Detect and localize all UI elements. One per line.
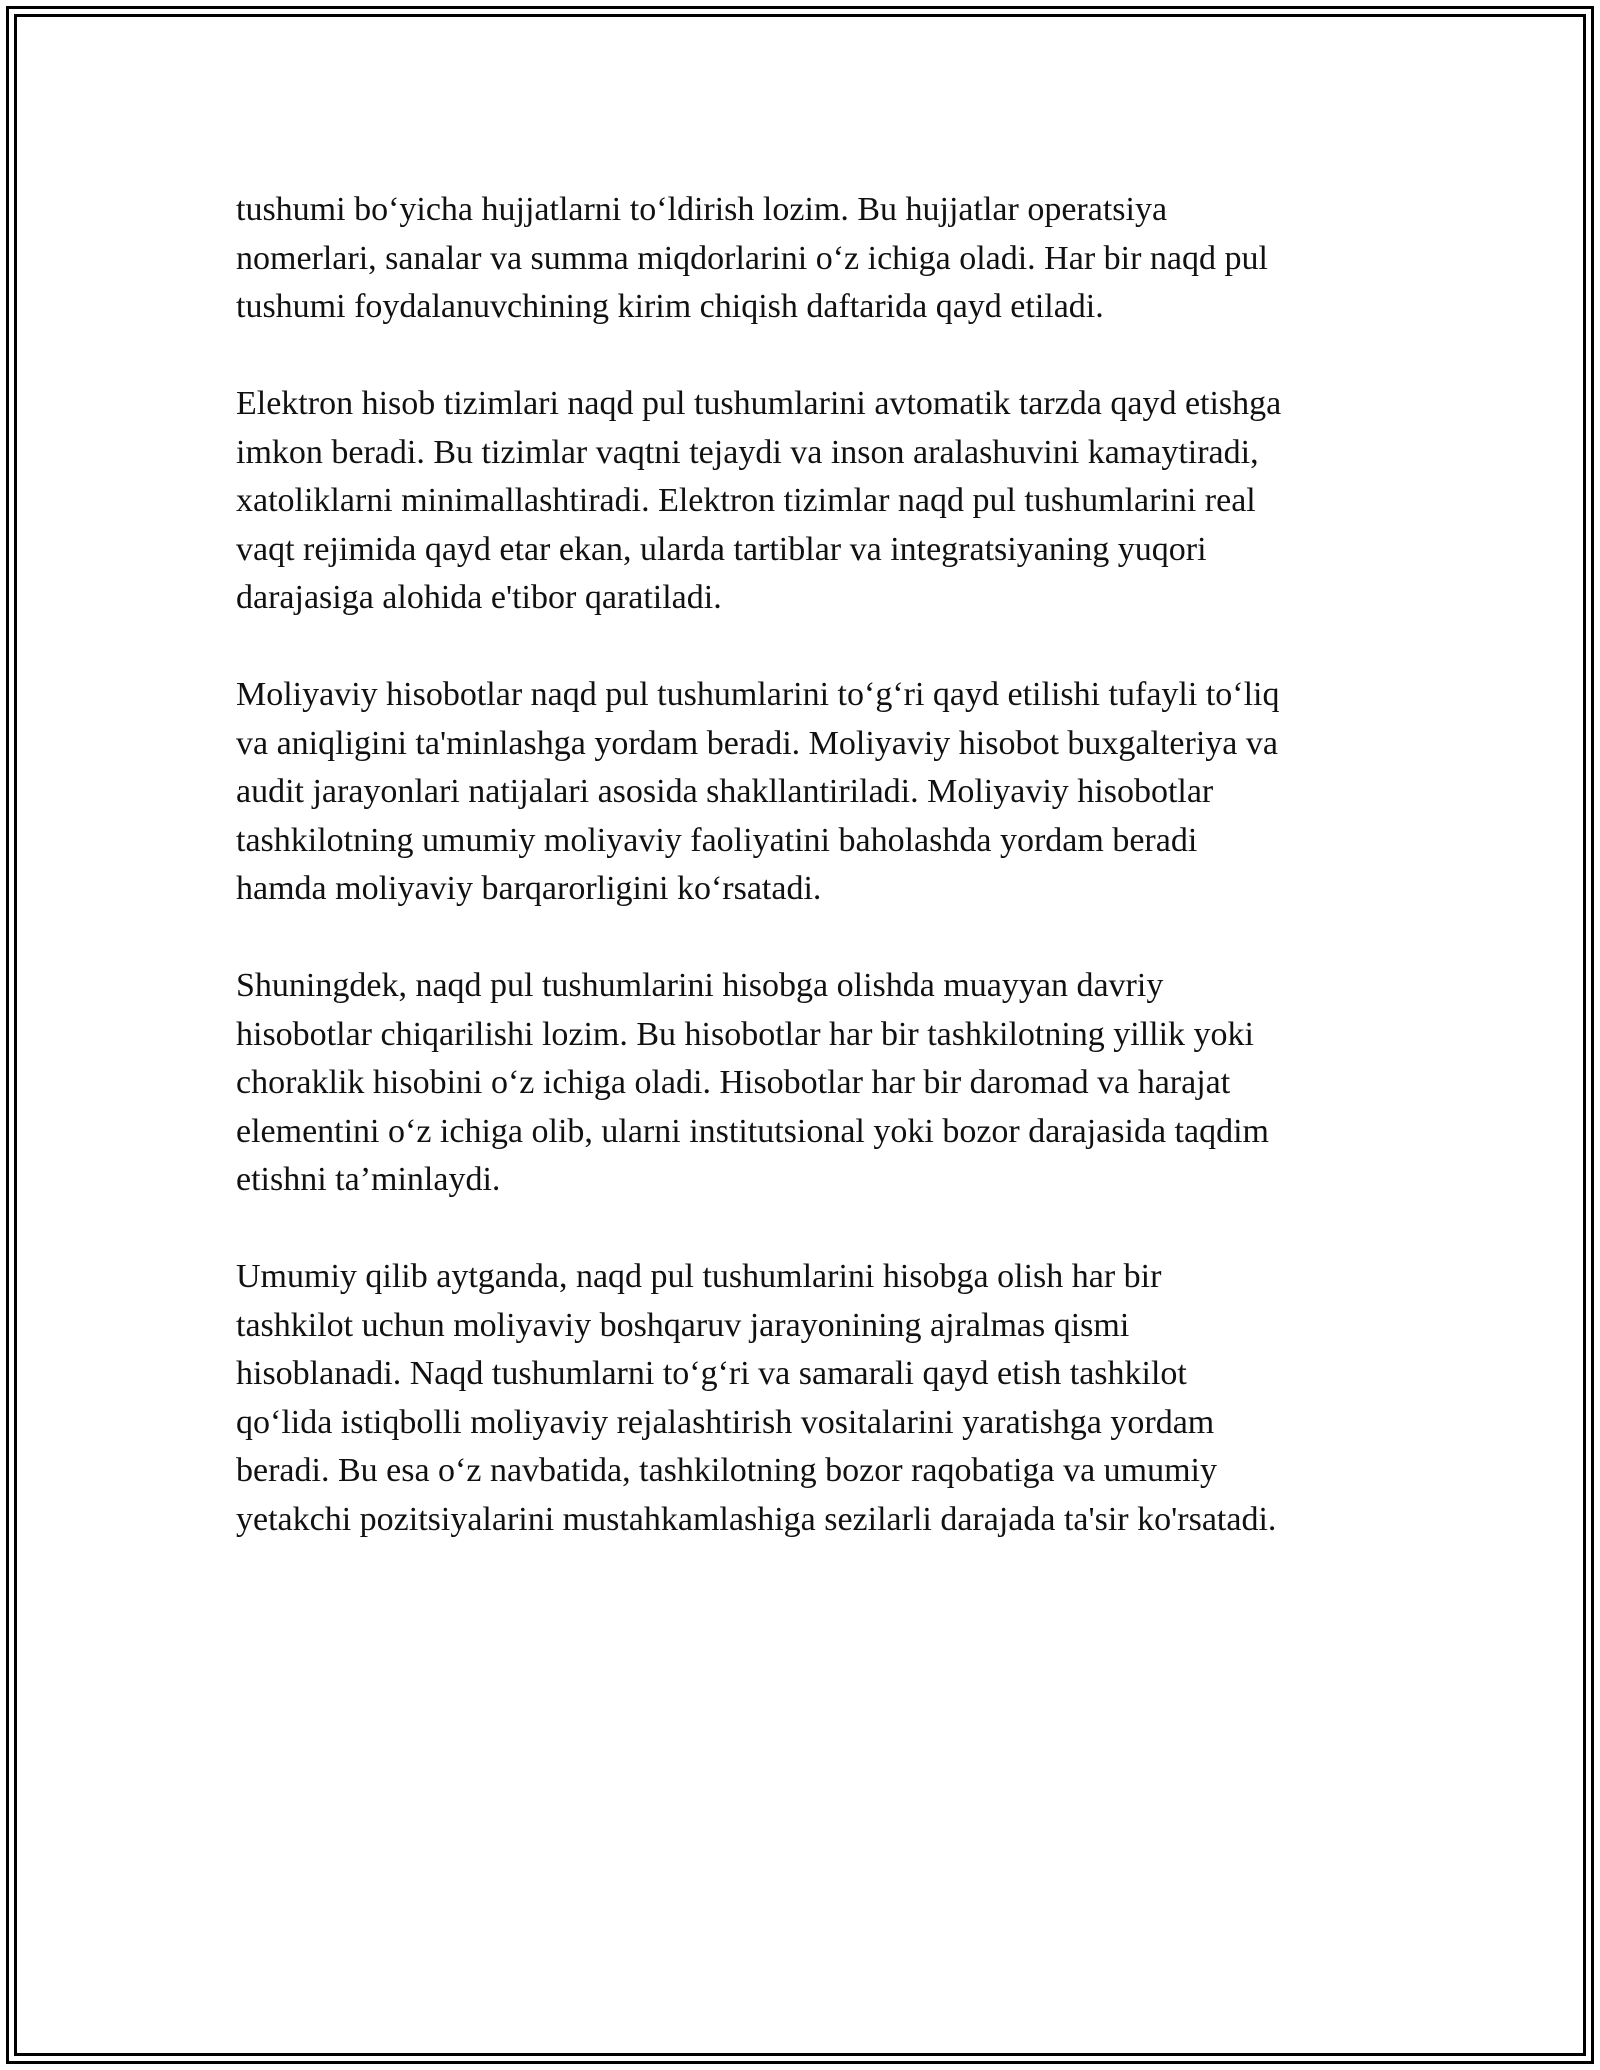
text-line: audit jarayonlari natijalari asosida shakllantiriladi. Moliyaviy hisobotlar [236, 773, 1214, 810]
text-line: etishni ta’minlaydi. [236, 1161, 501, 1198]
text-line: tashkilot uchun moliyaviy boshqaruv jarayonining ajralmas qismi [236, 1306, 1130, 1344]
text-line: hamda moliyaviy barqarorligini ko‘rsatadi. [236, 870, 822, 907]
text-line: nomerlari, sanalar va summa miqdorlarini o‘z ichiga oladi. Har bir naqd pul [236, 239, 1268, 277]
text-line: tushumi bo‘yicha hujjatlarni to‘ldirish lozim. Bu hujjatlar operatsiya [236, 191, 1168, 228]
text-line: vaqt rejimida qayd etar ekan, ularda tartiblar va integratsiyaning yuqori [236, 530, 1207, 568]
paragraph-5 [236, 1253, 1376, 1544]
paragraph-3 [236, 671, 1376, 914]
text-line: yetakchi pozitsiyalarini mustahkamlashiga sezilarli darajada ta'sir ko'rsatadi. [236, 1500, 1277, 1538]
text-line: elementini o‘z ichiga olib, ularni institutsional yoki bozor darajasida taqdim [236, 1112, 1269, 1150]
text-line: tushumi foydalanuvchining kirim chiqish daftarida qayd etiladi. [236, 288, 1104, 325]
document-body [236, 186, 1376, 1593]
text-line: va aniqligini ta'minlashga yordam beradi. Moliyaviy hisobot buxgalteriya va [236, 724, 1278, 762]
text-line: hisoblanadi. Naqd tushumlarni to‘g‘ri va samarali qayd etish tashkilot [236, 1355, 1187, 1392]
text-line: xatoliklarni minimallashtiradi. Elektron tizimlar naqd pul tushumlarini real [236, 482, 1256, 519]
text-line: choraklik hisobini o‘z ichiga oladi. Hisobotlar har bir daromad va harajat [236, 1064, 1231, 1101]
text-line: imkon beradi. Bu tizimlar vaqtni tejaydi va inson aralashuvini kamaytiradi, [236, 433, 1259, 471]
text-line: Moliyaviy hisobotlar naqd pul tushumlarini to‘g‘ri qayd etilishi tufayli to‘liq [236, 676, 1280, 713]
text-line: beradi. Bu esa o‘z navbatida, tashkilotning bozor raqobatiga va umumiy [236, 1452, 1218, 1489]
paragraph-2 [236, 380, 1376, 623]
text-line: qo‘lida istiqbolli moliyaviy rejalashtirish vositalarini yaratishga yordam [236, 1403, 1215, 1441]
paragraph-4 [236, 962, 1376, 1205]
text-line: tashkilotning umumiy moliyaviy faoliyatini baholashda yordam beradi [236, 821, 1198, 859]
paragraph-1 [236, 186, 1376, 332]
text-line: Elektron hisob tizimlari naqd pul tushumlarini avtomatik tarzda qayd etishga [236, 385, 1282, 422]
text-line: Shuningdek, naqd pul tushumlarini hisobga olishda muayyan davriy [236, 967, 1164, 1004]
text-line: hisobotlar chiqarilishi lozim. Bu hisobotlar har bir tashkilotning yillik yoki [236, 1015, 1255, 1053]
text-line: darajasiga alohida e'tibor qaratiladi. [236, 579, 722, 616]
text-line: Umumiy qilib aytganda, naqd pul tushumlarini hisobga olish har bir [236, 1258, 1162, 1295]
